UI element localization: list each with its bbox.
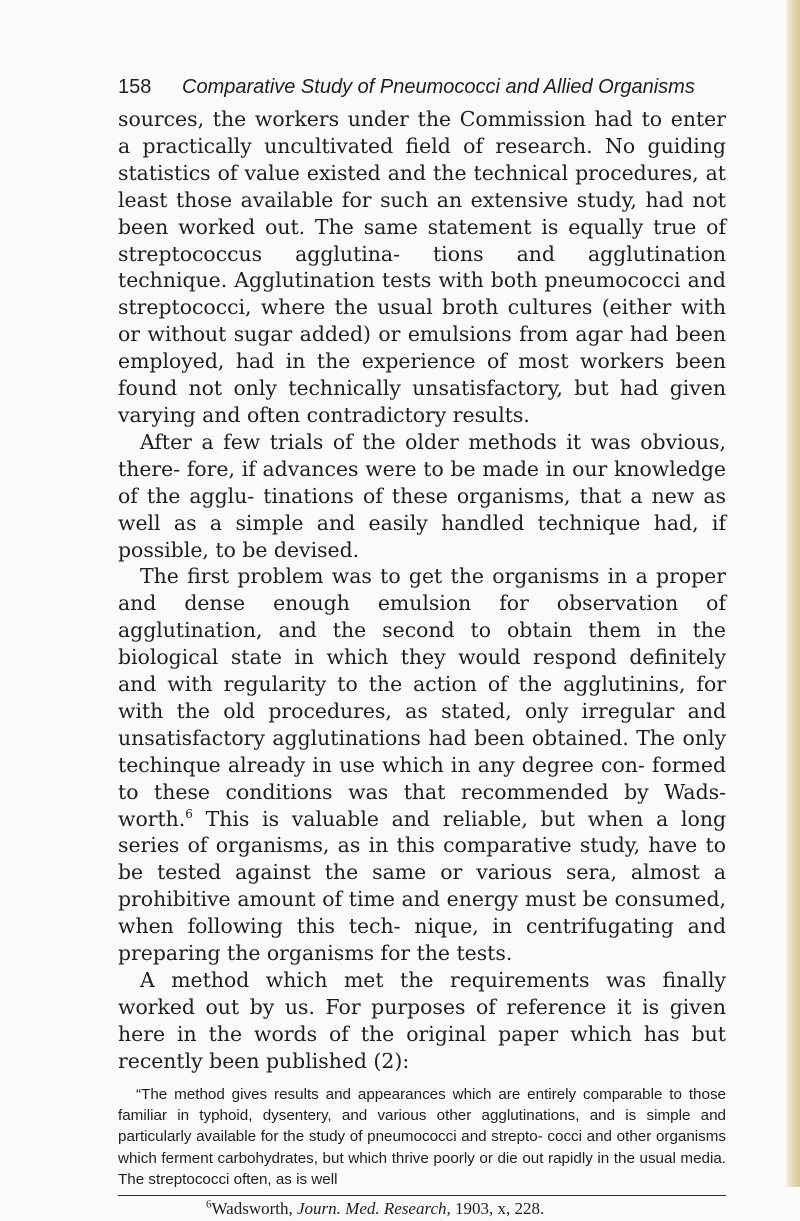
body-text <box>118 106 726 1190</box>
paragraph-1: sources, the workers under the Commission had to enter a practically uncultivated field of research. No guiding statistics of value existed and the technical procedures, at least those available for such an extensive study, had not been worked out. The same statement is equally true of streptococcus agglutina- tions and agglutination technique. Agglutination tests with both pneumococci and streptococci, where the usual broth cultures (either with or without sugar added) or emulsions from agar had been employed, had in the experience of most workers been found not only technically unsatisfactory, but had given varying and often contradictory results. <box>118 107 726 427</box>
paragraph-4: A method which met the requirements was finally worked out by us. For purposes of reference it is given here in the words of the original paper which has but recently been published (2): <box>118 968 726 1073</box>
footnote-divider <box>118 1195 726 1196</box>
footnote-mark: 6 <box>206 1198 212 1211</box>
footnote-details: 1903, x, 228. <box>455 1199 545 1219</box>
paragraph-2: After a few trials of the older methods it was obvious, there- fore, if advances were to be made in our knowledge of the agglu- tinations of these organisms, that a new as well as a simple and easily handled technique had, if possible, to be devised. <box>118 429 726 562</box>
footnote <box>118 1197 726 1221</box>
paragraph-3 <box>118 563 726 967</box>
book-page <box>118 70 726 1221</box>
block-quote: “The method gives results and appearances which are entirely comparable to those familiar in typhoid, dysentery, and various other agglutinations, and is simple and particularly available for the study of pneumococci and strepto- cocci and other organisms which ferment carbohydrates, but which thrive poorly or die out rapidly in the usual media. The streptococci often, as is well <box>118 1085 726 1188</box>
page-edge-shading <box>786 0 800 1187</box>
paragraph-3-text: The first problem was to get the organisms in a proper and dense enough emulsion for observation of agglutination, and the second to obtain them in the biological state in which they would respond definitely and with regularity to the action of the agglutinins, for with the old procedures, as stated, only irregular and unsatisfactory agglutinations had been obtained. The only techinque already in use which in any degree con- formed to these conditions was that recommended by Wads- worth. <box>118 564 726 831</box>
running-header <box>118 70 726 104</box>
footnote-author: Wadsworth, <box>211 1199 293 1219</box>
paragraph-3-continued: This is valuable and reliable, but when a long series of organisms, as in this comparative study, have to be tested against the same or various sera, almost a prohibitive amount of time and energy must be consumed, when following this tech- nique, in centrifugating and preparing the organisms for the tests. <box>118 806 726 966</box>
footnote-reference: 6 <box>185 806 193 821</box>
footnote-journal: Journ. Med. Research, <box>297 1199 451 1219</box>
running-title: Comparative Study of Pneumococci and Allied Organisms <box>182 76 695 98</box>
page-number: 158 <box>118 76 152 98</box>
